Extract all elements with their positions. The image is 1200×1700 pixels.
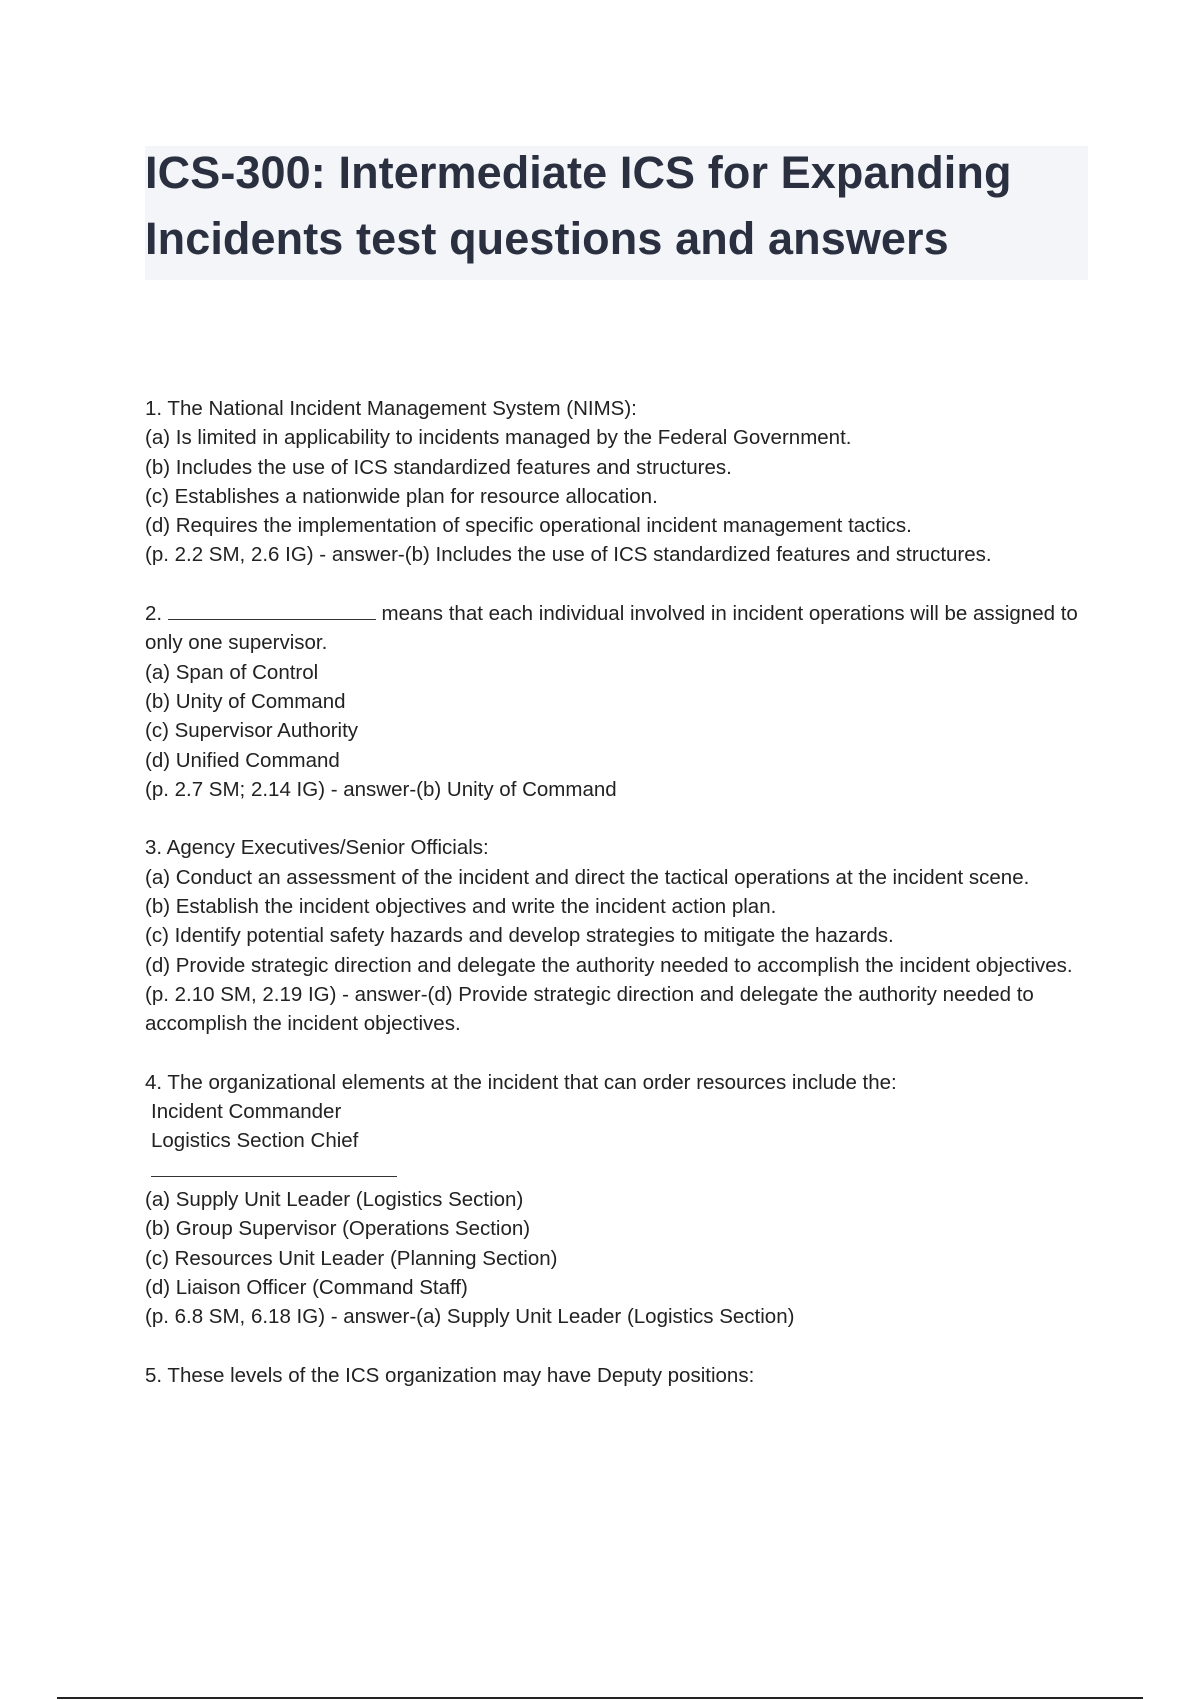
option-d: (d) Provide strategic direction and delegate the authority needed to accomplish the incident objectives. (145, 953, 1073, 977)
question-stem-text: means that each individual involved in incident operations will be assigned to only one supervisor. (145, 602, 1078, 655)
question-5 (145, 1361, 1095, 1390)
question-list (145, 394, 1095, 1419)
answer-line: (p. 2.7 SM; 2.14 IG) - answer-(b) Unity of Command (145, 777, 617, 801)
sub-item: Logistics Section Chief (151, 1129, 359, 1153)
question-number: 2. (145, 602, 163, 626)
option-b: (b) Establish the incident objectives and write the incident action plan. (145, 895, 777, 919)
document-title: ICS-300: Intermediate ICS for Expanding Incidents test questions and answers (145, 147, 1012, 264)
option-c: (c) Supervisor Authority (145, 719, 359, 743)
option-b: (b) Unity of Command (145, 689, 346, 713)
option-c: (c) Resources Unit Leader (Planning Section) (145, 1246, 558, 1270)
option-a: (a) Is limited in applicability to incidents managed by the Federal Government. (145, 426, 852, 450)
option-c: (c) Identify potential safety hazards and develop strategies to mitigate the hazards. (145, 924, 894, 948)
option-b: (b) Group Supervisor (Operations Section) (145, 1217, 531, 1241)
question-1 (145, 394, 1095, 570)
question-2 (145, 599, 1095, 804)
question-3 (145, 833, 1095, 1038)
sub-item: Incident Commander (151, 1100, 342, 1124)
option-d: (d) Liaison Officer (Command Staff) (145, 1275, 468, 1299)
option-a: (a) Supply Unit Leader (Logistics Section) (145, 1188, 524, 1212)
question-stem: 4. The organizational elements at the incident that can order resources include the: (145, 1070, 897, 1094)
option-d: (d) Unified Command (145, 748, 340, 772)
footer-divider (57, 1697, 1143, 1699)
blank-line (145, 1156, 1095, 1185)
option-a: (a) Span of Control (145, 660, 319, 684)
option-a: (a) Conduct an assessment of the incident and direct the tactical operations at the incident scene. (145, 865, 1030, 889)
question-stem: 5. These levels of the ICS organization may have Deputy positions: (145, 1363, 755, 1387)
option-c: (c) Establishes a nationwide plan for resource allocation. (145, 484, 658, 508)
answer-line: (p. 6.8 SM, 6.18 IG) - answer-(a) Supply Unit Leader (Logistics Section) (145, 1305, 795, 1329)
question-stem: 3. Agency Executives/Senior Officials: (145, 836, 489, 860)
answer-line: (p. 2.2 SM, 2.6 IG) - answer-(b) Includes the use of ICS standardized features and structures. (145, 543, 992, 567)
question-4 (145, 1068, 1095, 1332)
answer-line: (p. 2.10 SM, 2.19 IG) - answer-(d) Provide strategic direction and delegate the authority needed to accomplish the incident objectives. (145, 982, 1034, 1036)
fill-in-blank (168, 599, 376, 620)
question-stem: 1. The National Incident Management System (NIMS): (145, 397, 637, 420)
option-d: (d) Requires the implementation of specific operational incident management tactics. (145, 514, 912, 538)
question-stem (145, 599, 1095, 658)
option-b: (b) Includes the use of ICS standardized features and structures. (145, 455, 732, 479)
fill-in-blank (151, 1156, 397, 1177)
